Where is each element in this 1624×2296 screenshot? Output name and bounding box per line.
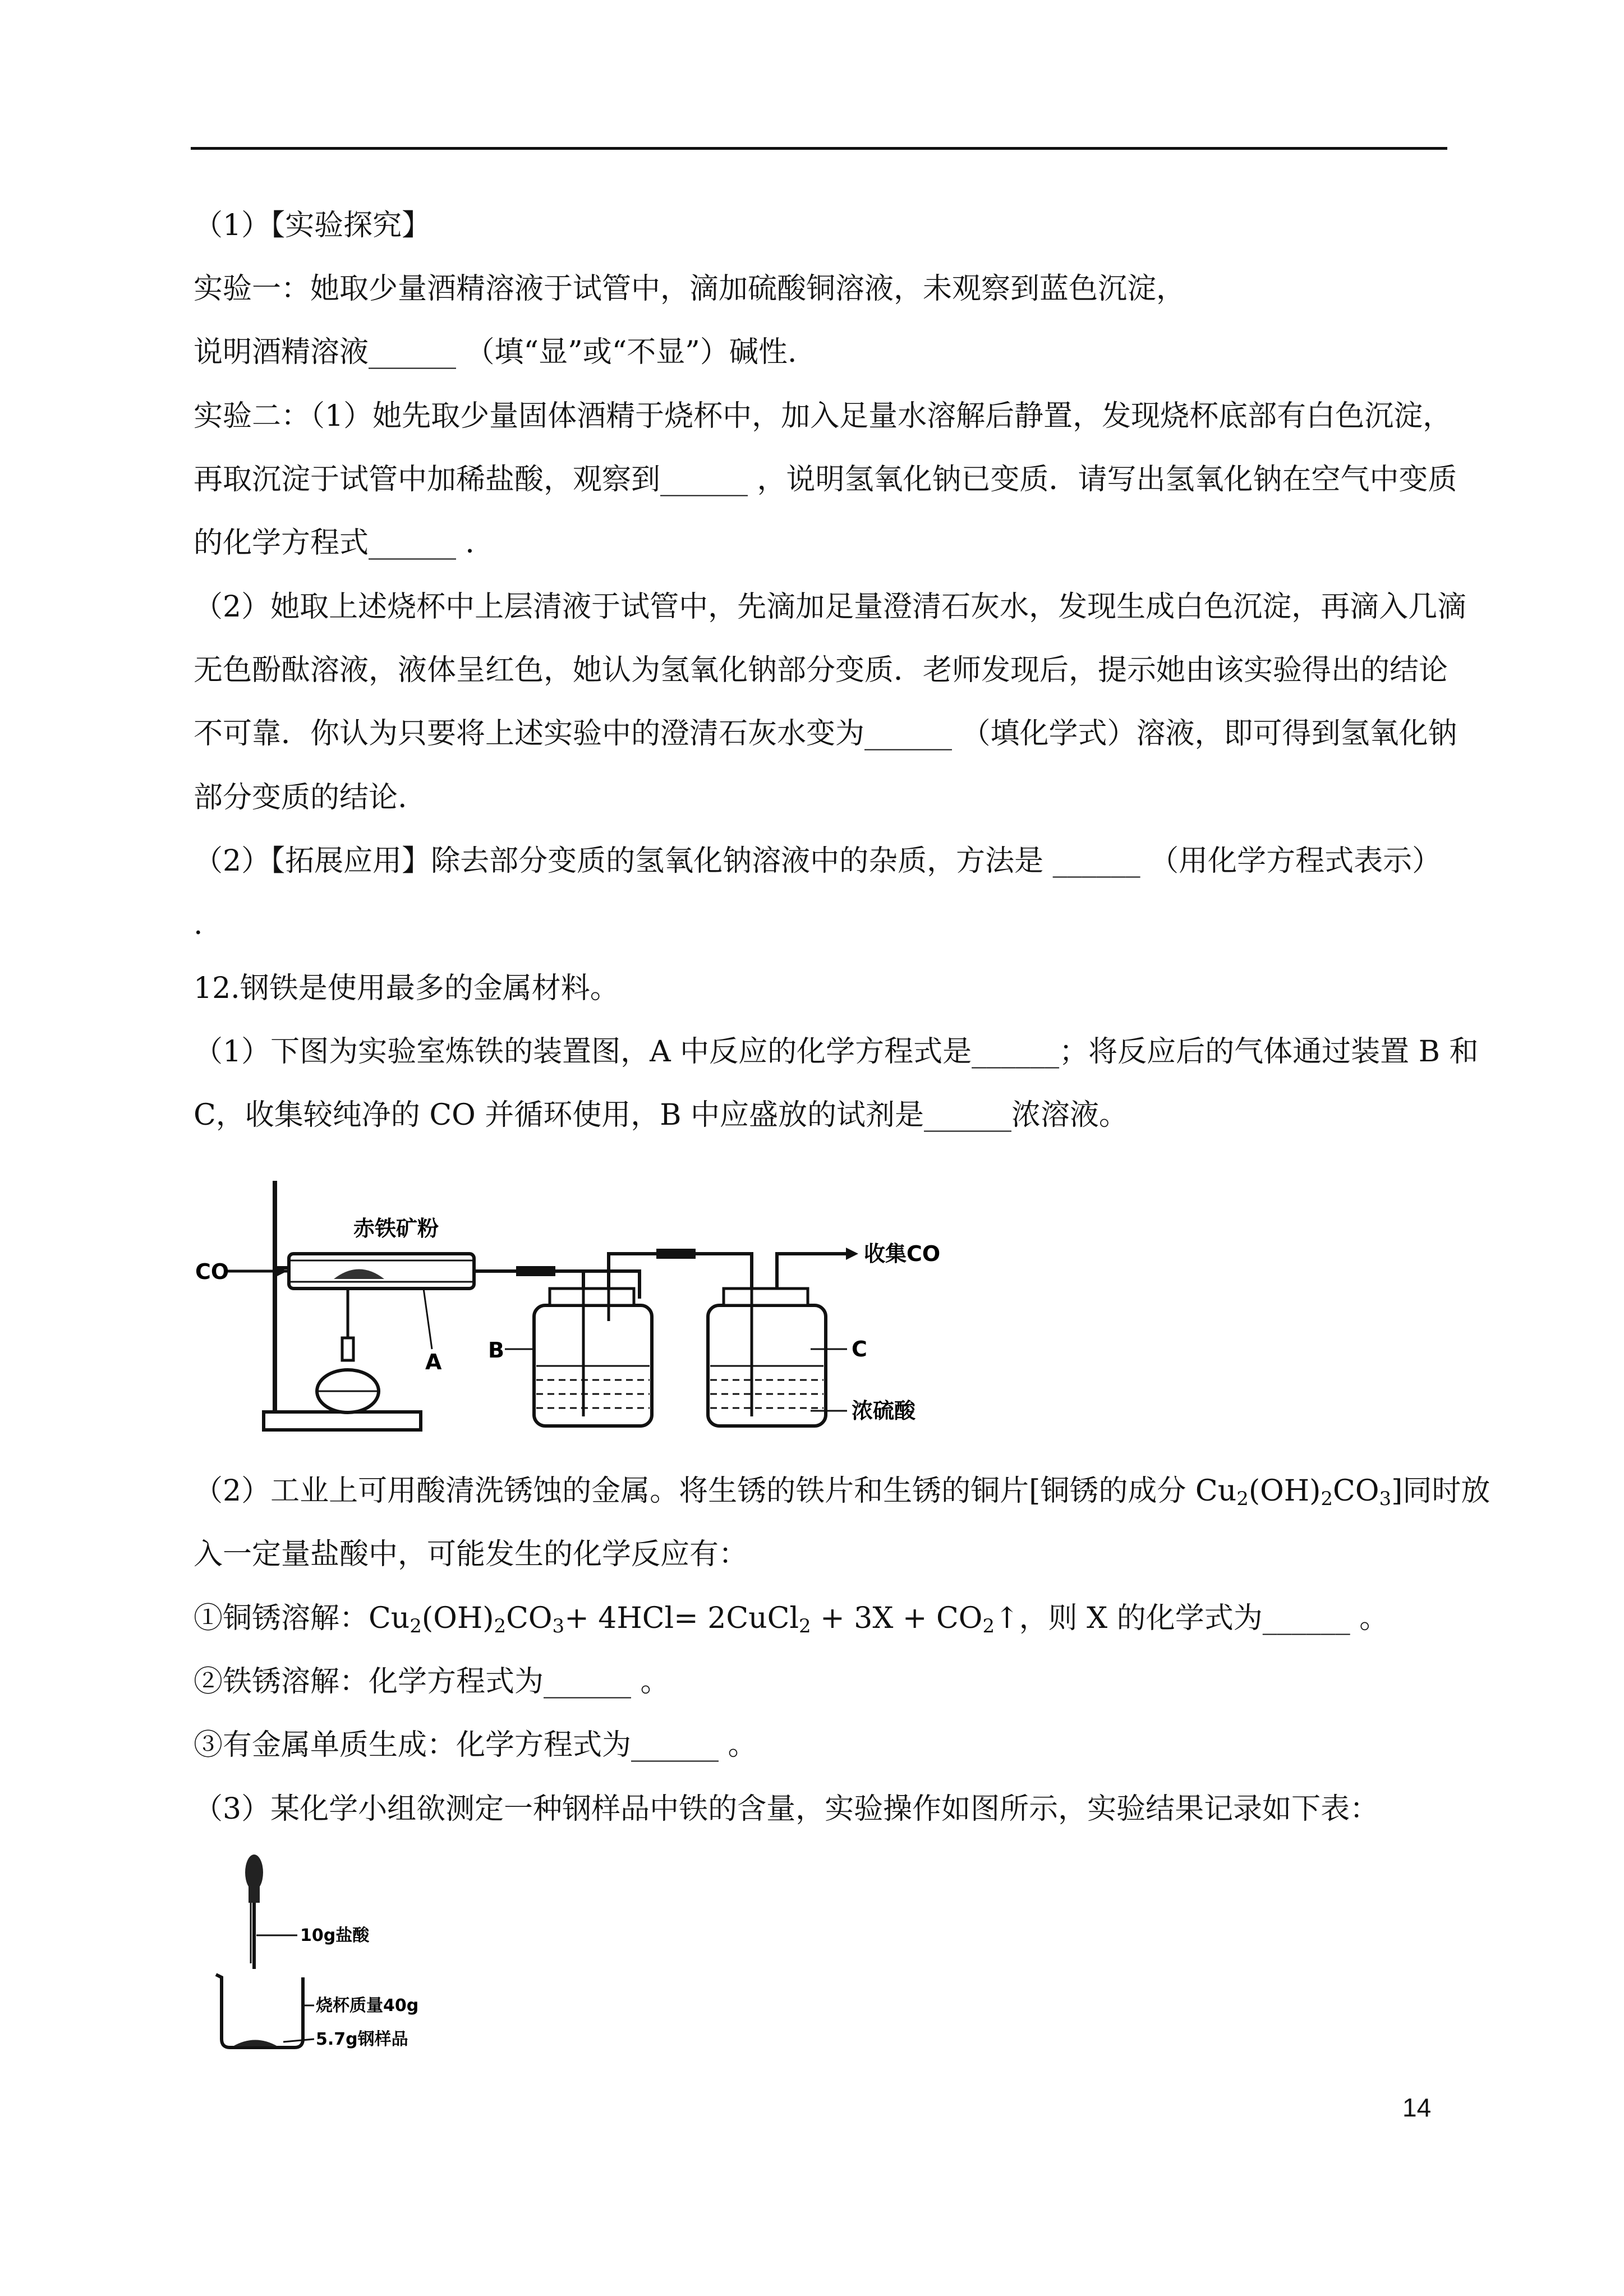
text-line: .: [194, 908, 203, 941]
beaker-experiment-diagram: [210, 1851, 446, 2053]
beaker-mass-label: 烧杯质量40g: [316, 1996, 419, 2016]
text-line: 部分变质的结论.: [194, 781, 407, 815]
co-inlet-label: CO: [195, 1259, 229, 1284]
text-line: ①铜锈溶解：$Cu_2(OH)_2CO_3+ 4HCl=$ 2CuCl$_2$ + $3X + CO_2↑$，则 X 的化学式为______ 。: [194, 1602, 1389, 1637]
ore-label: 赤铁矿粉: [353, 1216, 439, 1241]
text-line: 的化学方程式______ ．: [194, 526, 495, 560]
apparatus-a-label: A: [425, 1350, 442, 1374]
hcl-label: 10g盐酸: [300, 1926, 370, 1945]
text-line: （2）【拓展应用】除去部分变质的氢氧化钠溶液中的杂质，方法是 ______ （用化学方程式表示）: [194, 844, 1442, 878]
text-line: 实验一：她取少量酒精溶液于试管中，滴加硫酸铜溶液，未观察到蓝色沉淀，: [194, 272, 1186, 306]
text-line: ②铁锈溶解：化学方程式为______ 。: [194, 1665, 670, 1699]
text-line: 实验二：（1）她先取少量固体酒精于烧杯中，加入足量水溶解后静置，发现烧杯底部有白色沉淀，: [194, 399, 1452, 433]
text-line: （2）她取上述烧杯中上层清液于试管中，先滴加足量澄清石灰水，发现生成白色沉淀，再滴入几滴: [194, 590, 1467, 624]
collect-label: 收集CO: [864, 1241, 941, 1266]
page-number: 14: [1402, 2093, 1432, 2122]
question-heading: 12.钢铁是使用最多的金属材料。: [194, 972, 619, 1005]
text-line: 无色酚酞溶液，液体呈红色，她认为氢氧化钠部分变质．老师发现后，提示她由该实验得出的结论: [194, 654, 1448, 687]
apparatus-b-label: B: [488, 1338, 504, 1363]
header-rule: [191, 147, 1447, 150]
text-line: 说明酒精溶液______ （填“显”或“不显”）碱性.: [194, 335, 797, 369]
sample-label: 5.7g钢样品: [316, 2030, 408, 2049]
iron-smelting-apparatus-diagram: [191, 1170, 941, 1450]
text-line: （3）某化学小组欲测定一种钢样品中铁的含量，实验操作如图所示，实验结果记录如下表：: [194, 1792, 1379, 1826]
text-line: 不可靠．你认为只要将上述实验中的澄清石灰水变为______ （填化学式）溶液，即可得到氢氧化钠: [194, 717, 1457, 751]
acid-label: 浓硫酸: [852, 1398, 916, 1423]
apparatus-c-label: C: [852, 1337, 867, 1361]
text-line: ③有金属单质生成：化学方程式为______ 。: [194, 1728, 757, 1762]
text-line: 入一定量盐酸中，可能发生的化学反应有：: [194, 1538, 748, 1571]
text-line: C，收集较纯净的 CO 并循环使用，B 中应盛放的试剂是______浓溶液。: [194, 1098, 1129, 1132]
text-line: （2）工业上可用酸清洗锈蚀的金属。将生锈的铁片和生锈的铜片[铜锈的成分 $Cu_2(OH)_2CO_3$]同时放: [194, 1474, 1490, 1510]
text-line: 再取沉淀于试管中加稀盐酸，观察到______ ，说明氢氧化钠已变质．请写出氢氧化钠在空气中变质: [194, 463, 1457, 496]
text-line: （1）下图为实验室炼铁的装置图，A 中反应的化学方程式是______；将反应后的气体通过装置 B 和: [194, 1035, 1479, 1069]
text-line: （1）【实验探究】: [194, 209, 431, 242]
